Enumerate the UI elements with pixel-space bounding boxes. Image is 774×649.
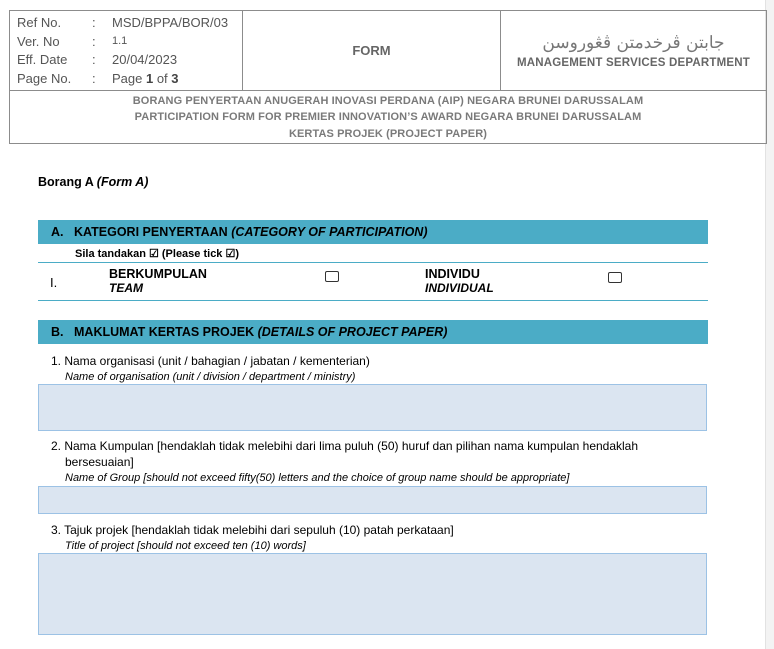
form-name-ms: Borang A: [38, 175, 97, 189]
meta-value: 1.1: [112, 35, 128, 48]
section-a-header: [38, 220, 708, 244]
question-group-name: [51, 438, 638, 486]
document-header: [9, 10, 767, 144]
meta-key: Ver. No: [17, 33, 60, 49]
meta-eff-date: [17, 50, 242, 69]
meta-value: MSD/BPPA/BOR/03: [112, 14, 229, 30]
title-line-paper: KERTAS PROJEK (PROJECT PAPER): [288, 127, 488, 140]
meta-colon: :: [92, 70, 96, 86]
meta-key: Ref No.: [17, 14, 62, 30]
department-name: MANAGEMENT SERVICES DEPARTMENT: [516, 56, 751, 69]
section-title: [74, 225, 428, 239]
organisation-field[interactable]: [38, 384, 707, 431]
meta-key: Eff. Date: [17, 52, 68, 68]
question-text-cont: bersesuaian]: [65, 455, 134, 469]
meta-page-no: [17, 69, 242, 88]
option-team: [109, 267, 207, 295]
form-name-en: (Form A): [96, 175, 149, 189]
section-title-ms: KATEGORI PENYERTAAN: [74, 225, 232, 239]
question-text-en: Name of organisation (unit / division / department / ministry): [65, 371, 356, 383]
option-label: BERKUMPULAN: [109, 267, 207, 281]
tick-instruction: Sila tandakan ☑ (Please tick ☑): [75, 248, 240, 260]
meta-value: 20/04/2023: [112, 52, 178, 68]
team-checkbox[interactable]: [325, 271, 339, 282]
question-text: 1. Nama organisasi (unit / bahagian / jabatan / kementerian): [51, 354, 370, 368]
question-text: 3. Tajuk projek [hendaklah tidak melebihi dari sepuluh (10) patah perkataan]: [51, 523, 454, 537]
section-title-ms: MAKLUMAT KERTAS PROJEK: [74, 325, 258, 339]
department-cell: [501, 11, 766, 90]
individual-checkbox[interactable]: [608, 272, 622, 283]
page-current: 1: [145, 70, 154, 86]
divider: [38, 300, 708, 301]
meta-key: Page No.: [17, 70, 72, 86]
section-b-header: [38, 320, 708, 344]
title-line-en: PARTICIPATION FORM FOR PREMIER INNOVATION’S AWARD NEGARA BRUNEI DARUSSALAM: [134, 111, 642, 124]
project-title-field[interactable]: [38, 553, 707, 635]
option-individual: [425, 267, 494, 295]
option-label: INDIVIDU: [425, 267, 480, 281]
category-row: [38, 266, 708, 298]
meta-colon: :: [92, 14, 96, 30]
meta-ver-no: [17, 32, 242, 51]
section-letter: B.: [51, 325, 64, 339]
meta-value: [112, 71, 179, 86]
page-total: 3: [171, 70, 179, 86]
department-jawi-logo: جابتن ڤرخدمتن ڤڠوروسن: [542, 32, 725, 53]
section-title: [74, 325, 447, 339]
title-line-ms: BORANG PENYERTAAN ANUGERAH INOVASI PERDANA (AIP) NEGARA BRUNEI DARUSSALAM: [132, 95, 644, 107]
section-title-en: (DETAILS OF PROJECT PAPER): [257, 325, 448, 339]
meta-colon: :: [92, 33, 96, 49]
header-row: [10, 11, 766, 91]
meta-colon: :: [92, 52, 96, 68]
row-number: I.: [50, 275, 58, 290]
option-label-en: TEAM: [109, 281, 143, 295]
form-name: [38, 175, 148, 189]
document-meta: [10, 11, 243, 90]
section-letter: A.: [51, 225, 64, 239]
question-text-en: Name of Group [should not exceed fifty(50) letters and the choice of group name should be appropriate]: [65, 472, 570, 484]
question-organisation: [51, 353, 370, 385]
section-title-en: (CATEGORY OF PARTICIPATION): [231, 225, 428, 239]
document-title: [10, 91, 766, 144]
question-project-title: [51, 522, 454, 554]
divider: [38, 262, 708, 263]
meta-ref-no: [17, 13, 242, 32]
group-name-field[interactable]: [38, 486, 707, 514]
question-text: 2. Nama Kumpulan [hendaklah tidak melebihi dari lima puluh (50) huruf dan pilihan nama kumpulan hendaklah: [51, 439, 639, 453]
page-mid: of: [153, 70, 172, 86]
option-label-en: INDIVIDUAL: [425, 281, 494, 295]
form-label: FORM: [243, 11, 501, 90]
question-text-en: Title of project [should not exceed ten (10) words]: [65, 540, 306, 552]
page-prefix: Page: [112, 70, 146, 86]
